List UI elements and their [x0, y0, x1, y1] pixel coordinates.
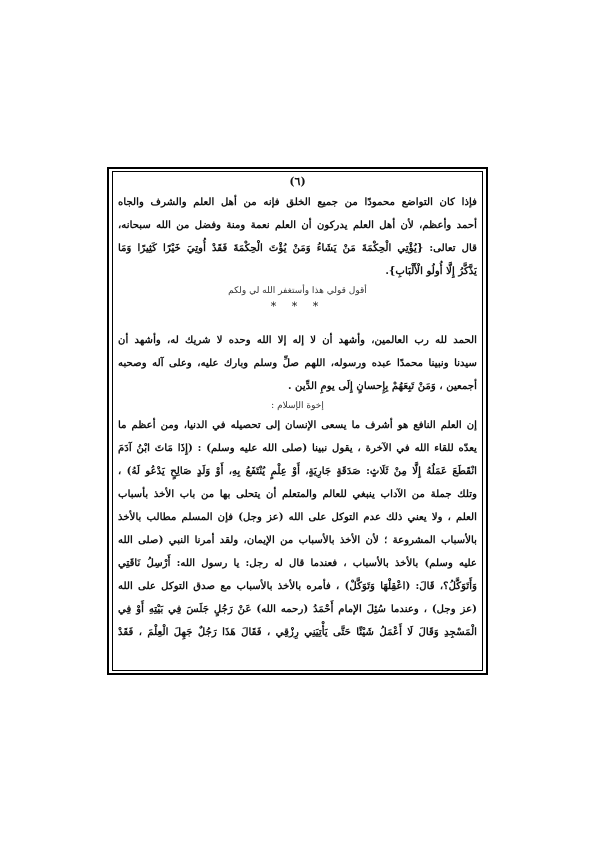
page-number: (٦)	[289, 175, 306, 188]
text-line: يَذَّكَّرُ إِلَّا أُولُو الْأَلْبَابِ}.	[385, 265, 477, 277]
text-line: أجمعين ، وَمَنْ تَبِعَهُمْ بِإِحسانٍ إِلَى يومِ الدِّين .	[287, 380, 477, 392]
text-line: (عز وجل) ، وعندما سُئِلَ الإمام أَحْمَدُ (رحمه الله) عَنْ رَجُلٍ جَلَسَ فِي بَيْتِهِ أَوْ فِي	[118, 603, 477, 615]
text-line: وتلك جملة من الآداب ينبغي للعالم والمتعلم أن يتحلى بها من باب الأخذ بأسباب	[118, 488, 477, 500]
paragraph-2	[118, 329, 477, 398]
text-line: الحمد لله رب العالمين، وأشهد أن لا إله إلا الله وحده لا شريك له، وأشهد أن	[118, 334, 477, 346]
text-line: الْمَسْجِدِ وَقَالَ لَا أَعْمَلُ شَيْئًا حَتَّى يَأْتِيَنِي رِزْقِي ، فَقَالَ هَذَا رَجُلٌ جَهِلَ الْعِلْمَ ، فَقَدْ	[118, 626, 477, 638]
text-line: فإذا كان التواضع محمودًا من جميع الخلق فإنه من أهل العلم والشرف والجاه	[118, 196, 477, 208]
text-line: قال تعالى: {يُؤْتِي الْحِكْمَةَ مَنْ يَشَاءُ وَمَنْ يُؤْتَ الْحِكْمَةَ فَقَدْ أُوتِيَ خَيْرًا كَثِيرًا وَمَا	[118, 242, 477, 254]
text-line: انْقَطَعَ عَمَلُهُ إِلَّا مِنْ ثَلَاثٍ: صَدَقَةٍ جَارِيَةٍ، أَوْ عِلْمٍ يُنْتَفَعُ بِهِ، أَوْ وَلَدٍ صَالِحٍ يَدْعُو لَهُ) ،	[118, 465, 477, 477]
text-line: يعدّه للقاء الله في الآخرة ، يقول نبينا (صلى الله عليه وسلم) : (إِذَا مَاتَ ابْنُ آدَمَ	[118, 442, 477, 454]
text-line: إن العلم النافع هو أشرف ما يسعى الإنسان إلى تحصيله في الدنيا، ومن أعظم ما	[118, 419, 477, 431]
paragraph-3	[118, 414, 477, 644]
page-content	[118, 173, 477, 669]
text-line: عليه وسلم) بالأخذ بالأسباب ، فعندما قال له رجل: يا رسول الله: أَرْسِلُ نَاقَتِي	[118, 557, 477, 569]
text-line: العلم ، ولا يعني ذلك عدم التوكل على الله (عز وجل) فإن المسلم مطالب بالأخذ	[118, 511, 477, 523]
closing-line: أقول قولي هذا وأستغفر الله لي ولكم	[228, 286, 367, 296]
text-line: سيدنا ونبينا محمدًا عبده ورسوله، اللهم صلِّ وسلم وبارك عليه، وعلى آله وصحبه	[118, 357, 477, 369]
text-line: وَأَتَوَكَّلُ؟، قَالَ: (اعْقِلْهَا وَتَوَكَّلْ) ، فأمره بالأخذ بالأسباب مع صدق التوكل على الله	[118, 580, 477, 592]
separator-stars: * * *	[270, 300, 325, 313]
text-line: بالأسباب المشروعة ؛ لأن الأخذ بالأسباب من الإيمان، ولقد أمرنا النبي (صلى الله	[118, 534, 477, 546]
section-heading: إخوة الإسلام :	[271, 401, 324, 411]
text-line: أحمد وأعظم، لأن أهل العلم يدركون أن العلم نعمة ومنة وفضل من الله سبحانه،	[118, 219, 477, 231]
paragraph-1	[118, 191, 477, 283]
